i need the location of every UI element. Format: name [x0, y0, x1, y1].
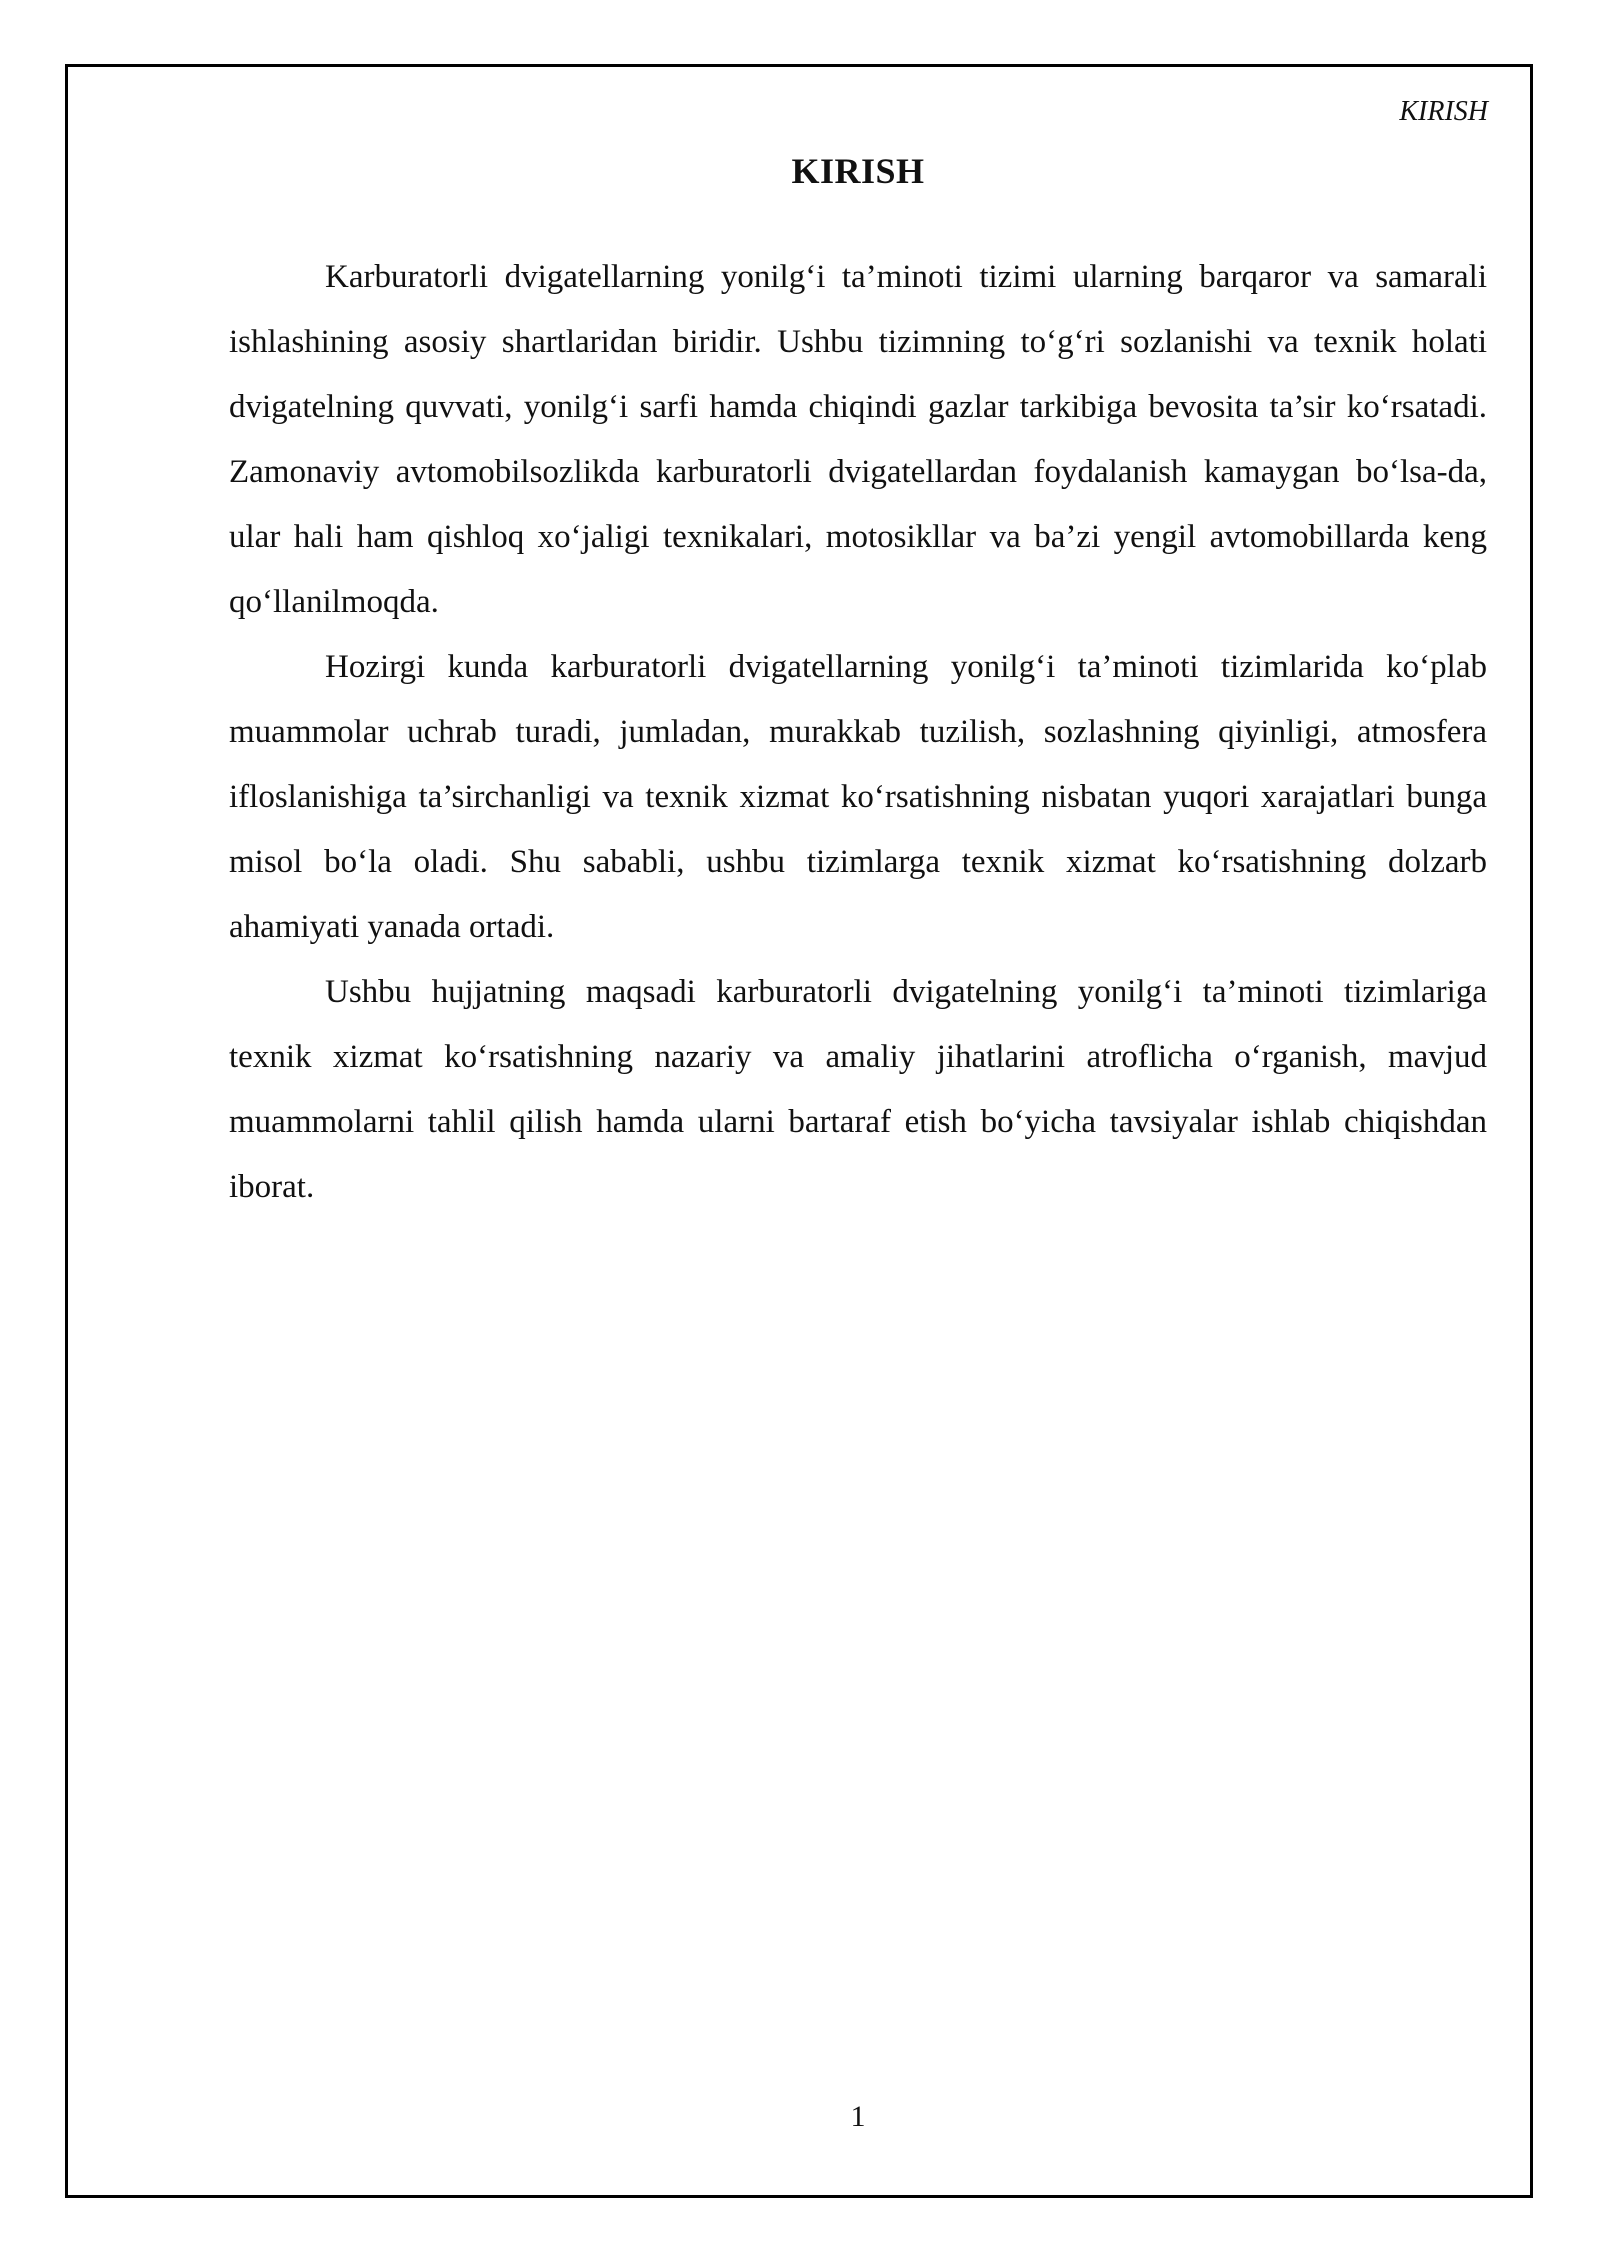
page-number: 1 — [850, 2100, 866, 2133]
page-title: KIRISH — [791, 151, 925, 191]
body-text — [229, 245, 1487, 1220]
paragraph-3: Ushbu hujjatning maqsadi karburatorli dvigatelning yonilg‘i ta’minoti tizimlariga texnik xizmat ko‘rsatishning nazariy va amaliy jihatlarini atroflicha o‘rganish, mavjud muammolarni tahlil qilish hamda ularni bartaraf etish bo‘yicha tavsiyalar ishlab chiqishdan iborat. — [229, 974, 1487, 1205]
running-header: KIRISH — [1399, 96, 1488, 127]
paragraph-2: Hozirgi kunda karburatorli dvigatellarning yonilg‘i ta’minoti tizimlarida ko‘plab muammolar uchrab turadi, jumladan, murakkab tuzilish, sozlashning qiyinligi, atmosfera ifloslanishiga ta’sirchanligi va texnik xizmat ko‘rsatishning nisbatan yuqori xarajatlari bunga misol bo‘la oladi. Shu sababli, ushbu tizimlarga texnik xizmat ko‘rsatishning dolzarb ahamiyati yanada ortadi. — [229, 649, 1487, 945]
paragraph-1: Karburatorli dvigatellarning yonilg‘i ta’minoti tizimi ularning barqaror va samarali ishlashining asosiy shartlaridan biridir. Ushbu tizimning to‘g‘ri sozlanishi va texnik holati dvigatelning quvvati, yonilg‘i sarfi hamda chiqindi gazlar tarkibiga bevosita ta’sir ko‘rsatadi. Zamonaviy avtomobilsozlikda karburatorli dvigatellardan foydalanish kamaygan bo‘lsa-da, ular hali ham qishloq xo‘jaligi texnikalari, motosikllar va ba’zi yengil avtomobillarda keng qo‘llanilmoqda. — [229, 259, 1487, 620]
